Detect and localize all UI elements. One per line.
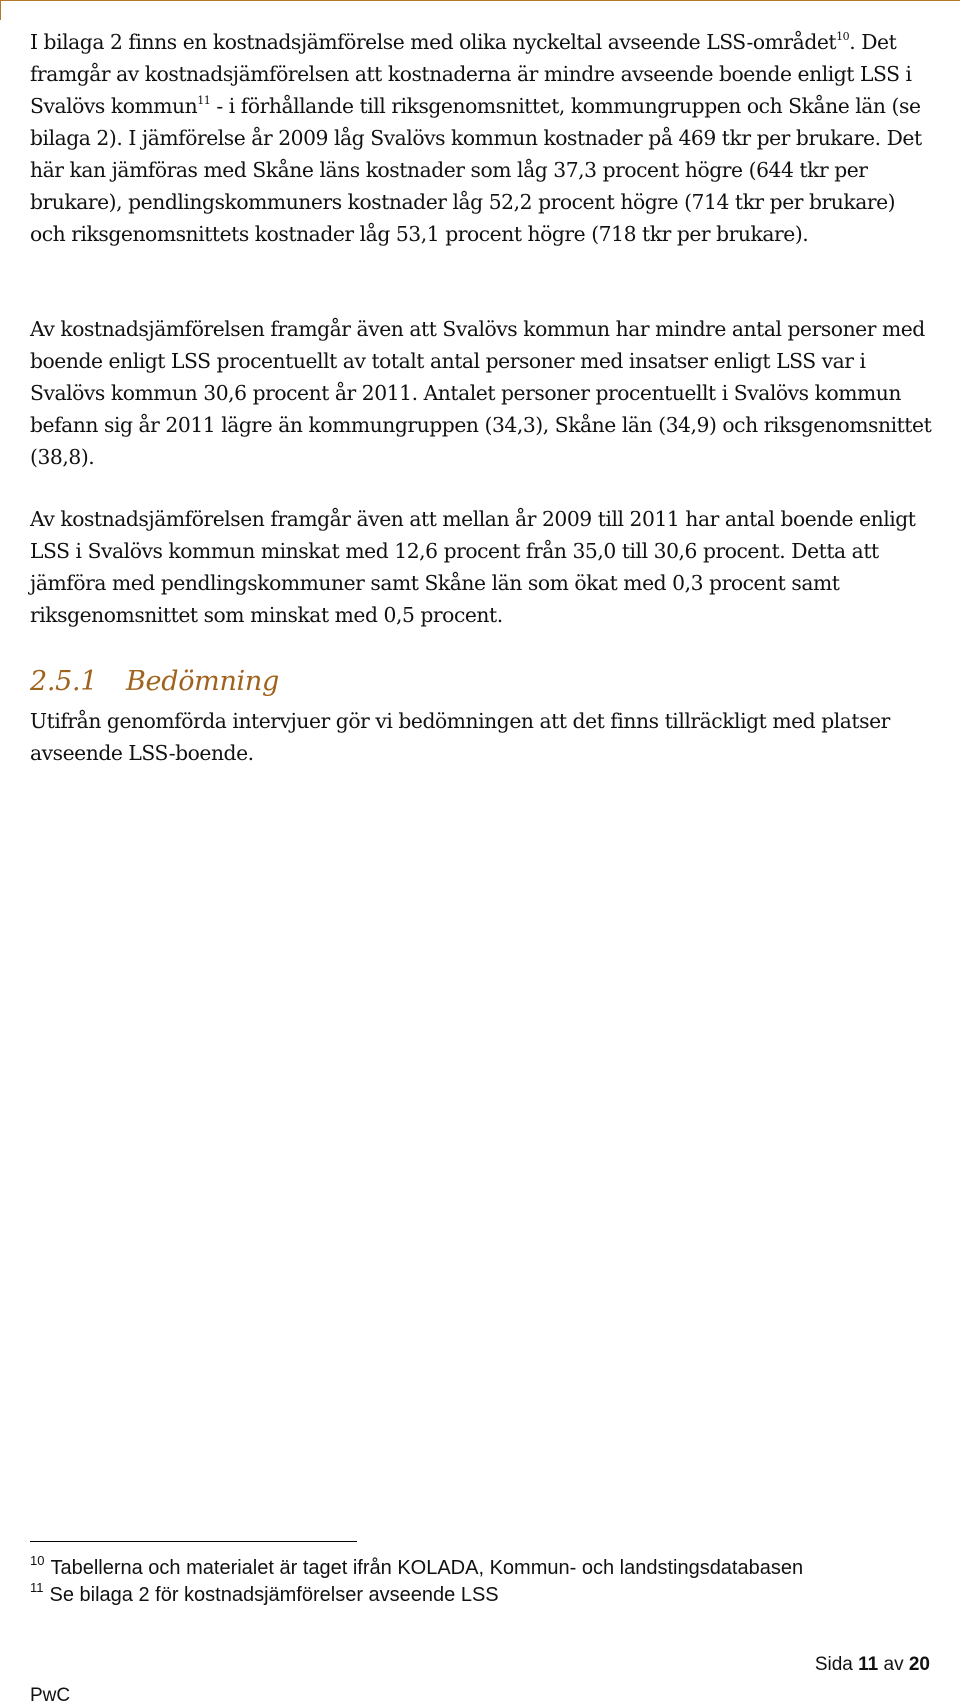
paragraph-share-persons: Av kostnadsjämförelsen framgår även att Svalövs kommun har mindre antal personer med boende enligt LSS procentuellt av totalt antal personer med insatser enligt LSS var i Svalövs kommun 30,6 procent år 2011. Antalet personer procentuellt i Svalövs kommun befann sig år 2011 lägre än kommungruppen (34,3), Skåne län (34,9) och riksgenomsnittet (38,8). <box>30 317 932 469</box>
paragraph-assessment: Utifrån genomförda intervjuer gör vi bedömningen att det finns tillräckligt med platser avseende LSS-boende. <box>30 709 890 765</box>
footnote-mark: 10 <box>30 1553 45 1568</box>
footnote-11 <box>30 1580 499 1607</box>
footnote-text: Se bilaga 2 för kostnadsjämförelser avseende LSS <box>49 1584 499 1606</box>
section-heading <box>30 662 279 702</box>
paragraph-text: I bilaga 2 finns en kostnadsjämförelse med olika nyckeltal avseende LSS-området <box>30 30 837 54</box>
paragraph-text: . Det framgår av kostnadsjämförelsen att kostnaderna är mindre avseende boende enligt LSS i Svalövs kommun <box>30 30 912 118</box>
footnote-mark: 11 <box>30 1580 44 1595</box>
corner-rule-vertical <box>0 0 1 20</box>
footnote-ref-10[interactable]: 10 <box>836 30 850 43</box>
page-of: av <box>883 1654 904 1675</box>
section-title: Bedömning <box>126 666 279 697</box>
page-label: Sida <box>814 1654 853 1675</box>
page-current: 11 <box>858 1654 879 1675</box>
page-total: 20 <box>908 1654 930 1675</box>
brand-footer: PwC <box>30 1685 71 1706</box>
footnote-text: Tabellerna och materialet är taget ifrån KOLADA, Kommun- och landstingsdatabasen <box>50 1557 804 1579</box>
footnote-ref-11[interactable]: 11 <box>197 94 211 107</box>
section-number: 2.5.1 <box>30 666 98 697</box>
footnote-10 <box>30 1553 804 1580</box>
page-number <box>815 1654 930 1676</box>
footnote-separator <box>30 1541 357 1542</box>
corner-rule-horizontal <box>0 0 960 1</box>
paragraph-change-2009-2011: Av kostnadsjämförelsen framgår även att mellan år 2009 till 2011 har antal boende enligt LSS i Svalövs kommun minskat med 12,6 procent från 35,0 till 30,6 procent. Detta att jämföra med pendlingskommuner samt Skåne län som ökat med 0,3 procent samt riksgenomsnittet som minskat med 0,5 procent. <box>30 507 916 627</box>
paragraph-cost-comparison <box>30 26 935 250</box>
paragraph-text: - i förhållande till riksgenomsnittet, kommungruppen och Skåne län (se bilaga 2). I jämförelse år 2009 låg Svalövs kommun kostnader på 469 tkr per brukare. Det här kan jämföras med Skåne läns kostnader som låg 37,3 procent högre (644 tkr per brukare), pendlingskommuners kostnader låg 52,2 procent högre (714 tkr per brukare) och riksgenomsnittets kostnader låg 53,1 procent högre (718 tkr per brukare). <box>30 94 922 246</box>
